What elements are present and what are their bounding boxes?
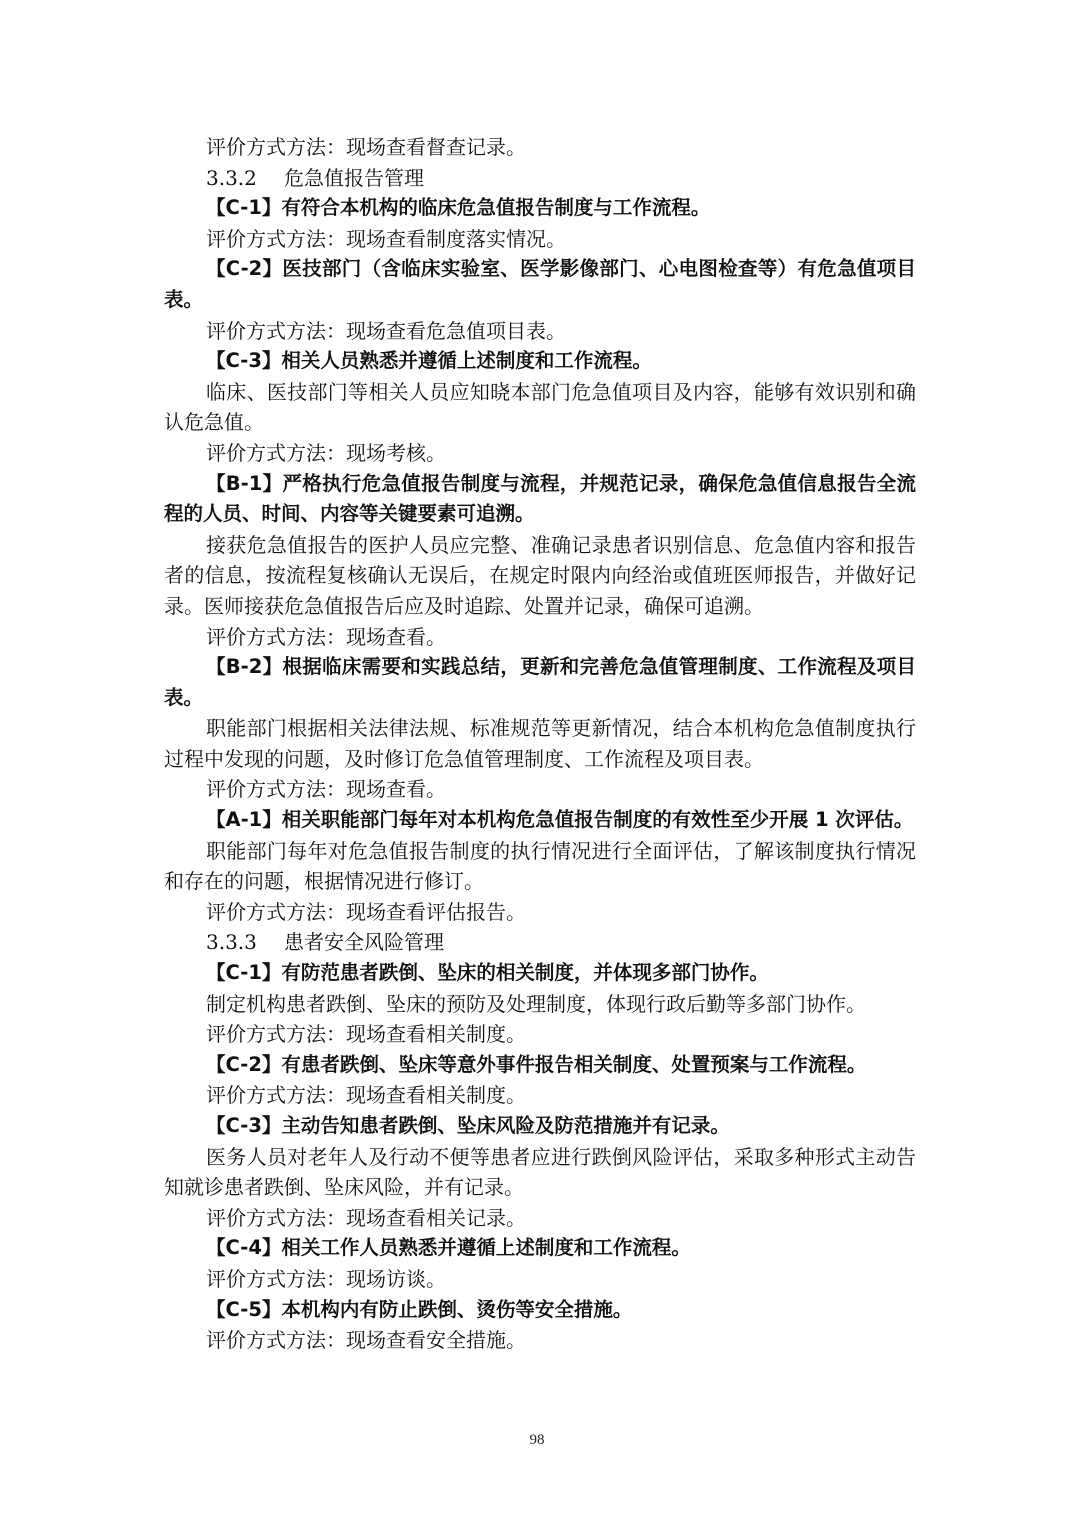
criterion-description: 职能部门每年对危急值报告制度的执行情况进行全面评估，了解该制度执行情况和存在的问题，根据情况进行修订。 bbox=[164, 838, 916, 894]
page-content bbox=[164, 132, 916, 1356]
eval-method-line: 评价方式方法：现场查看安全措施。 bbox=[206, 1328, 526, 1353]
eval-method-line: 评价方式方法：现场考核。 bbox=[206, 440, 446, 465]
criterion-c3: 【C-3】主动告知患者跌倒、坠床风险及防范措施并有记录。 bbox=[206, 1114, 730, 1137]
page-number: 98 bbox=[529, 1432, 545, 1448]
eval-method-line: 评价方式方法：现场查看督查记录。 bbox=[206, 135, 526, 159]
section-number: 3.3.2 bbox=[206, 165, 257, 190]
criterion-a1: 【A-1】相关职能部门每年对本机构危急值报告制度的有效性至少开展 1 次评估。 bbox=[206, 808, 914, 832]
criterion-description: 职能部门根据相关法律法规、标准规范等更新情况，结合本机构危急值制度执行过程中发现的问题，及时修订危急值管理制度、工作流程及项目表。 bbox=[164, 716, 916, 771]
criterion-c2: 【C-2】医技部门（含临床实验室、医学影像部门、心电图检查等）有危急值项目表。 bbox=[164, 257, 916, 311]
criterion-description: 医务人员对老年人及行动不便等患者应进行跌倒风险评估，采取多种形式主动告知就诊患者跌倒、坠床风险，并有记录。 bbox=[164, 1144, 916, 1200]
criterion-c1: 【C-1】有符合本机构的临床危急值报告制度与工作流程。 bbox=[206, 196, 711, 220]
eval-method-line: 评价方式方法：现场查看制度落实情况。 bbox=[206, 226, 566, 251]
criterion-c4: 【C-4】相关工作人员熟悉并遵循上述制度和工作流程。 bbox=[206, 1236, 691, 1260]
criterion-description: 临床、医技部门等相关人员应知晓本部门危急值项目及内容，能够有效识别和确认危急值。 bbox=[164, 379, 916, 435]
eval-method-line: 评价方式方法：现场查看相关制度。 bbox=[206, 1083, 526, 1108]
eval-method-line: 评价方式方法：现场查看。 bbox=[206, 777, 446, 802]
criterion-b2: 【B-2】根据临床需要和实践总结，更新和完善危急值管理制度、工作流程及项目表。 bbox=[164, 655, 916, 709]
eval-method-line: 评价方式方法：现场查看。 bbox=[206, 624, 446, 649]
criterion-b1: 【B-1】严格执行危急值报告制度与流程，并规范记录，确保危急值信息报告全流程的人员、时间、内容等关键要素可追溯。 bbox=[164, 471, 916, 526]
section-title: 危急值报告管理 bbox=[284, 165, 424, 190]
criterion-c3: 【C-3】相关人员熟悉并遵循上述制度和工作流程。 bbox=[206, 349, 652, 373]
section-heading-3-3-2 bbox=[164, 163, 916, 194]
section-heading-3-3-3 bbox=[164, 927, 916, 958]
criterion-c1: 【C-1】有防范患者跌倒、坠床的相关制度，并体现多部门协作。 bbox=[206, 961, 769, 985]
eval-method-line: 评价方式方法：现场查看相关记录。 bbox=[206, 1205, 526, 1230]
eval-method-line: 评价方式方法：现场查看相关制度。 bbox=[206, 1022, 526, 1047]
criterion-description: 制定机构患者跌倒、坠床的预防及处理制度，体现行政后勤等多部门协作。 bbox=[206, 991, 866, 1016]
eval-method-line: 评价方式方法：现场访谈。 bbox=[206, 1266, 446, 1291]
section-number: 3.3.3 bbox=[206, 930, 257, 955]
section-title: 患者安全风险管理 bbox=[284, 930, 444, 955]
eval-method-line: 评价方式方法：现场查看危急值项目表。 bbox=[206, 318, 566, 343]
criterion-c2: 【C-2】有患者跌倒、坠床等意外事件报告相关制度、处置预案与工作流程。 bbox=[206, 1052, 867, 1076]
criterion-c5: 【C-5】本机构内有防止跌倒、烫伤等安全措施。 bbox=[206, 1297, 633, 1321]
criterion-description: 接获危急值报告的医护人员应完整、准确记录患者识别信息、危急值内容和报告者的信息，按流程复核确认无误后，在规定时限内向经治或值班医师报告，并做好记录。医师接获危急值报告后应及时追踪、处置并记录，确保可追溯。 bbox=[164, 532, 916, 618]
eval-method-line: 评价方式方法：现场查看评估报告。 bbox=[206, 899, 526, 924]
